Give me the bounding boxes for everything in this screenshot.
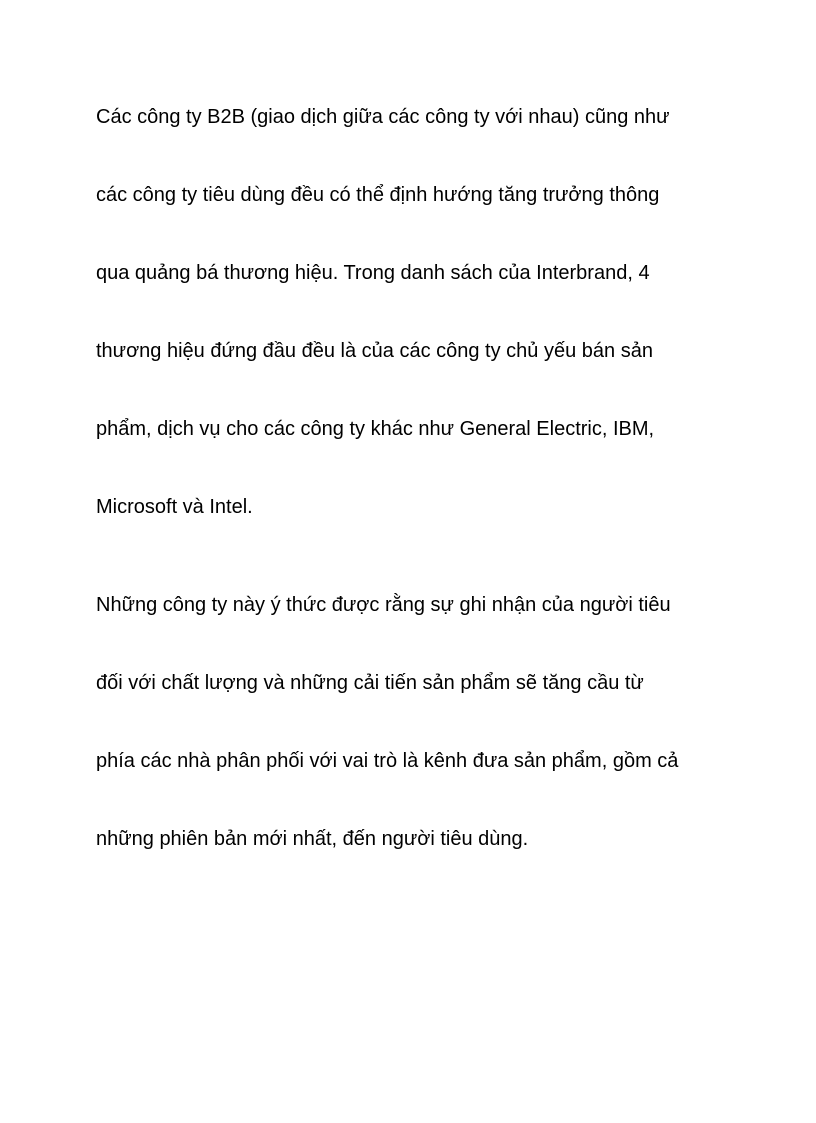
text-line: phía các nhà phân phối với vai trò là kênh đưa sản phẩm, gồm cả [96,750,679,772]
text-line: thương hiệu đứng đầu đều là của các công ty chủ yếu bán sản [96,340,653,362]
text-line: phẩm, dịch vụ cho các công ty khác như General Electric, IBM, [96,418,655,440]
text-line: những phiên bản mới nhất, đến người tiêu dùng. [96,828,529,850]
text-line: Các công ty B2B (giao dịch giữa các công ty với nhau) cũng như [96,106,670,128]
text-line: qua quảng bá thương hiệu. Trong danh sách của Interbrand, 4 [96,262,650,284]
text-line: Microsoft và Intel. [96,496,253,518]
paragraph-2 [96,566,776,878]
text-line: các công ty tiêu dùng đều có thể định hướng tăng trưởng thông [96,184,660,206]
paragraph-1 [96,78,776,546]
text-line: Những công ty này ý thức được rằng sự ghi nhận của người tiêu [96,594,671,616]
text-line: đối với chất lượng và những cải tiến sản phẩm sẽ tăng cầu từ [96,672,644,694]
